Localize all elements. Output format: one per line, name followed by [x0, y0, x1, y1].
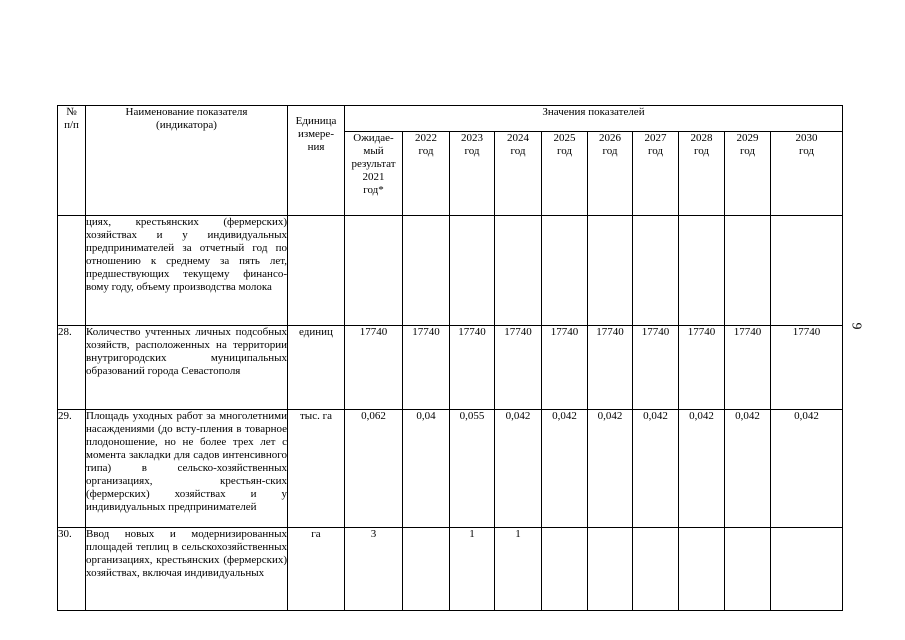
value-cell: 3 [345, 528, 403, 611]
value-cell: 0,042 [588, 410, 633, 528]
value-cell: 17740 [450, 326, 495, 410]
value-cell: 0,055 [450, 410, 495, 528]
row-number [58, 216, 86, 326]
header-indicator-name: Наименование показателя (индикатора) [86, 106, 288, 216]
value-cell: 0,042 [495, 410, 542, 528]
value-cell [725, 528, 771, 611]
header-year-8: 2029 год [725, 132, 771, 216]
value-cell: 0,062 [345, 410, 403, 528]
header-number: № п/п [58, 106, 86, 216]
row-number: 30. [58, 528, 86, 611]
value-cell: 17740 [633, 326, 679, 410]
header-year-9: 2030 год [771, 132, 843, 216]
value-cell [450, 216, 495, 326]
value-cell: 0,042 [771, 410, 843, 528]
value-cell [771, 528, 843, 611]
value-cell: 17740 [679, 326, 725, 410]
value-cell [542, 528, 588, 611]
row-number: 28. [58, 326, 86, 410]
indicator-name: Количество учтенных личных подсобных хозяйств, расположенных на территории внутригородских муниципальных образований города Севастополя [86, 326, 288, 410]
header-year-6: 2027 год [633, 132, 679, 216]
value-cell [679, 216, 725, 326]
header-year-2: 2023 год [450, 132, 495, 216]
value-cell [633, 216, 679, 326]
value-cell: 1 [450, 528, 495, 611]
header-year-4: 2025 год [542, 132, 588, 216]
unit-cell: тыс. га [288, 410, 345, 528]
value-cell: 0,042 [679, 410, 725, 528]
value-cell [345, 216, 403, 326]
value-cell: 0,042 [542, 410, 588, 528]
header-year-1: 2022 год [403, 132, 450, 216]
value-cell [633, 528, 679, 611]
value-cell [542, 216, 588, 326]
value-cell [588, 528, 633, 611]
indicator-name: Площадь уходных работ за многолетними насаждениями (до всту-пления в товарное плодоношение, но не более трех лет с момента закладки для садов интенсивного типа) в сельско-хозяйственных организациях, крестьян-ских (фермерских) хозяйствах и у индивидуальных предпринимателей [86, 410, 288, 528]
table-row [58, 410, 843, 528]
table-row [58, 528, 843, 611]
value-cell [679, 528, 725, 611]
value-cell [495, 216, 542, 326]
value-cell: 0,04 [403, 410, 450, 528]
value-cell: 17740 [495, 326, 542, 410]
value-cell [588, 216, 633, 326]
indicator-name: циях, крестьянских (фермерских) хозяйствах и у индивидуальных предпринимателей за отчетный год по отношению к среднему за пять лет, предшествующих текущему финансо-вому году, объему производства молока [86, 216, 288, 326]
value-cell [403, 528, 450, 611]
indicators-table [57, 105, 843, 611]
header-unit: Единица измере- ния [288, 106, 345, 216]
header-year-5: 2026 год [588, 132, 633, 216]
value-cell [771, 216, 843, 326]
value-cell: 17740 [725, 326, 771, 410]
value-cell [725, 216, 771, 326]
value-cell: 17740 [588, 326, 633, 410]
unit-cell: единиц [288, 326, 345, 410]
header-year-7: 2028 год [679, 132, 725, 216]
value-cell: 17740 [771, 326, 843, 410]
header-values-title: Значения показателей [345, 106, 843, 132]
value-cell: 17740 [542, 326, 588, 410]
header-year-0: Ожидае- мый результат 2021 год* [345, 132, 403, 216]
table-row [58, 216, 843, 326]
header-year-3: 2024 год [495, 132, 542, 216]
header-row-1 [58, 106, 843, 132]
value-cell: 0,042 [633, 410, 679, 528]
value-cell [403, 216, 450, 326]
value-cell: 1 [495, 528, 542, 611]
indicator-name: Ввод новых и модернизированных площадей теплиц в сельскохозяйственных организациях, крестьянских (фермерских) хозяйствах, включая индивидуальных [86, 528, 288, 611]
value-cell: 17740 [403, 326, 450, 410]
value-cell: 17740 [345, 326, 403, 410]
page-number: 9 [848, 322, 864, 330]
value-cell: 0,042 [725, 410, 771, 528]
table-row [58, 326, 843, 410]
unit-cell [288, 216, 345, 326]
unit-cell: га [288, 528, 345, 611]
row-number: 29. [58, 410, 86, 528]
